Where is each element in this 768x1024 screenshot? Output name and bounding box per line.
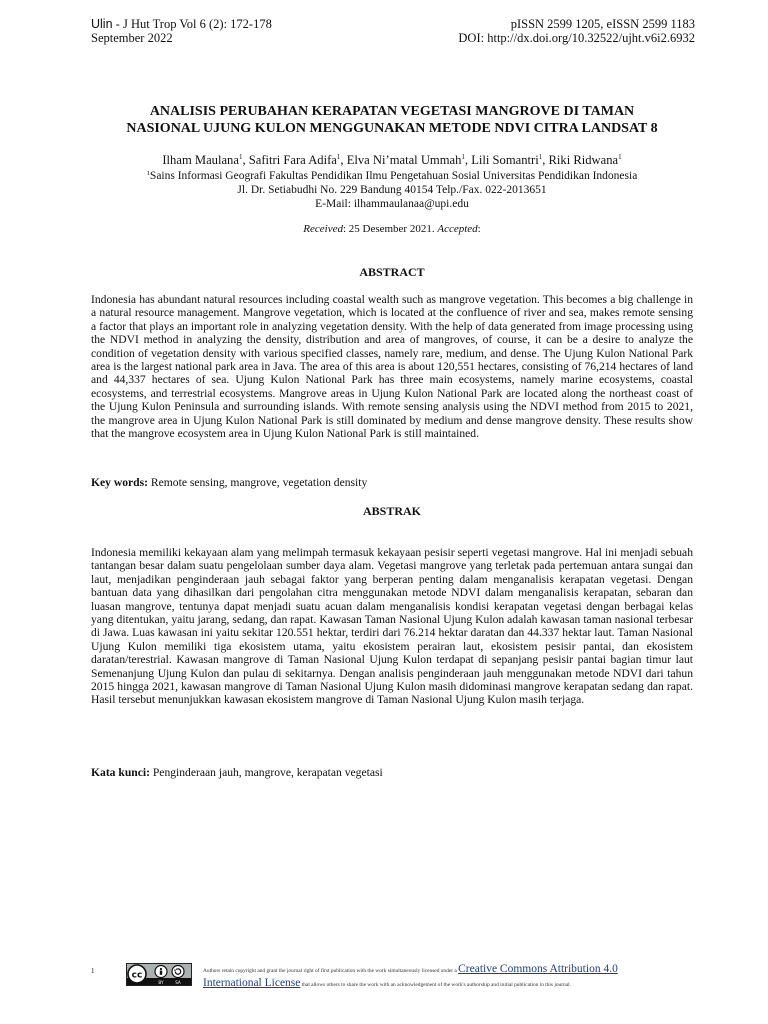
cc-by-sa-badge-graphic	[127, 964, 191, 985]
affiliation	[80, 167, 704, 211]
received-label: Received	[303, 223, 343, 235]
author-separator: ,	[340, 153, 347, 167]
author-list	[80, 150, 704, 168]
author-affil-mark: 1	[238, 153, 243, 161]
journal-header-right	[458, 17, 695, 45]
journal-reference: - J Hut Trop Vol 6 (2): 172-178	[112, 17, 272, 31]
keywords-label: Key words:	[91, 476, 148, 489]
author-name: Lili Somantri	[471, 153, 539, 167]
author-separator: ,	[542, 153, 549, 167]
journal-header-left	[91, 17, 272, 45]
affiliation-institution: Sains Informasi Geografi Fakultas Pendidikan Ilmu Pengetahuan Sosial Universitas Pendidikan Indonesia	[149, 170, 638, 182]
kata-kunci-list: Penginderaan jauh, mangrove, kerapatan vegetasi	[149, 766, 383, 779]
received-value: : 25 Desember 2021.	[342, 223, 438, 235]
author-separator: ,	[464, 153, 472, 167]
license-text-after: that allows others to share the work with an acknowledgement of the work's authorship and initial publication in this journal.	[300, 982, 571, 988]
license-link-continued[interactable]: International License	[203, 977, 301, 989]
page-number: 1	[91, 967, 95, 975]
author-name: Ilham Maulana	[162, 153, 239, 167]
license-text-before: Authors retain copyright and grant the journal right of first publication with the work simultaneously licensed under a	[203, 968, 459, 974]
abstract-text: Indonesia has abundant natural resources including coastal wealth such as mangrove vegetation. This becomes a big challenge in a natural resource management. Mangrove vegetation, which is located at the confluence of river and sea, makes remote sensing a factor that plays an important role in analyzing vegetation density. With the help of data generated from image processing using the NDVI method in analyzing the density, distribution and area of mangroves, of course, it can be a desire to analyze the condition of vegetation density with various specified classes, namely rare, medium, and dense. The Ujung Kulon National Park area is the largest national park area in Java. The area of this area is about 120,551 hectares, consisting of 76,214 hectares of land and 44,337 hectares of sea. Ujung Kulon National Park has three main ecosystems, namely marine ecosystems, coastal ecosystems, and terrestrial ecosystems. Mangrove areas in Ujung Kulon National Park are located along the northeast coast of the Ujung Kulon Peninsula and surrounding islands. With remote sensing analysis using the NDVI method from 2015 to 2021, the mangrove area in Ujung Kulon National Park is still dominated by medium and dense mangrove density. These results show that the mangrove ecosystem area in Ujung Kulon National Park is still maintained.	[91, 293, 693, 441]
author-name: Elva Ni’matal Ummah	[346, 153, 462, 167]
svg-text:SA: SA	[175, 979, 181, 985]
accepted-value: :	[477, 223, 481, 235]
journal-brand: Ulin	[91, 17, 113, 31]
issue-date: September 2022	[91, 31, 173, 45]
abstract-heading: ABSTRACT	[359, 265, 425, 279]
kata-kunci-label: Kata kunci:	[91, 766, 150, 779]
affiliation-email: E-Mail: ilhammaulanaa@upi.edu	[315, 198, 469, 210]
svg-text:BY: BY	[158, 979, 164, 985]
author-affil-mark: 1	[618, 153, 622, 161]
abstrak-heading: ABSTRAK	[362, 504, 421, 518]
issn: pISSN 2599 1205, eISSN 2599 1183	[510, 17, 695, 31]
author-name: Safitri Fara Adifa	[248, 153, 337, 167]
abstrak-text: Indonesia memiliki kekayaan alam yang melimpah termasuk kekayaan pesisir seperti vegetasi mangrove. Hal ini menjadi sebuah tantangan besar dalam suatu pengelolaan sumber daya alam. Vegetasi mangrove yang terletak pada pertemuan antara sungai dan laut, menjadikan penginderaan jauh sebagai faktor yang berperan penting dalam menganalisis kerapatan vegetasi. Dengan bantuan data yang dihasilkan dari pengolahan citra menggunakan metode NDVI dalam menganalisis kerapatan, sebaran dan luasan mangrove, tentunya dapat menjadi suatu acuan dalam menganalisis kondisi kerapatan vegetasi dengan berbagai kelas yang ditentukan, yaitu jarang, sedang, dan rapat. Kawasan Taman Nasional Ujung Kulon adalah kawasan taman nasional terbesar di Jawa. Luas kawasan ini yaitu sekitar 120.551 hektar, terdiri dari 76.214 hektar daratan dan 44.337 hektar laut. Taman Nasional Ujung Kulon memiliki tiga ekosistem utama, yaitu ekosistem perairan laut, ekosistem pesisir pantai, dan ekosistem daratan/terestrial. Kawasan mangrove di Taman Nasional Ujung Kulon terdapat di sepanjang pesisir pantai bagian timur laut Semenanjung Ujung Kulon dan pulau di sekitarnya. Dengan analisis penginderaan jauh menggunakan metode NDVI dari tahun 2015 hingga 2021, kawasan mangrove di Taman Nasional Ujung Kulon masih didominasi mangrove kerapatan sedang dan rapat. Hasil tersebut menunjukkan kawasan ekosistem mangrove di Taman Nasional Ujung Kulon masih terjaga.	[91, 546, 693, 707]
author-affil-mark: 1	[336, 153, 341, 161]
license-link[interactable]: Creative Commons Attribution 4.0	[458, 963, 618, 975]
keywords	[91, 476, 693, 490]
affiliation-address: Jl. Dr. Setiabudhi No. 229 Bandung 40154 Telp./Fax. 022-2013651	[237, 184, 547, 196]
author-name: Riki Ridwana	[548, 153, 619, 167]
svg-text:cc: cc	[131, 970, 143, 981]
keywords-list: Remote sensing, mangrove, vegetation density	[148, 476, 368, 489]
kata-kunci	[91, 766, 693, 780]
license-notice	[203, 963, 698, 991]
paper-title	[80, 103, 704, 137]
author-separator: ,	[242, 153, 249, 167]
doi: DOI: http://dx.doi.org/10.32522/ujht.v6i2.6932	[458, 31, 695, 45]
accepted-label: Accepted	[437, 223, 478, 235]
affiliation-mark: 1	[146, 170, 150, 177]
author-affil-mark: 1	[538, 153, 543, 161]
author-affil-mark: 1	[461, 153, 465, 161]
received-accepted-dates	[80, 223, 704, 236]
paper-title-line-1: ANALISIS PERUBAHAN KERAPATAN VEGETASI MANGROVE DI TAMAN	[149, 104, 635, 119]
cc-by-sa-icon	[126, 963, 192, 986]
paper-title-line-2: NASIONAL UJUNG KULON MENGGUNAKAN METODE NDVI CITRA LANDSAT 8	[126, 121, 658, 136]
